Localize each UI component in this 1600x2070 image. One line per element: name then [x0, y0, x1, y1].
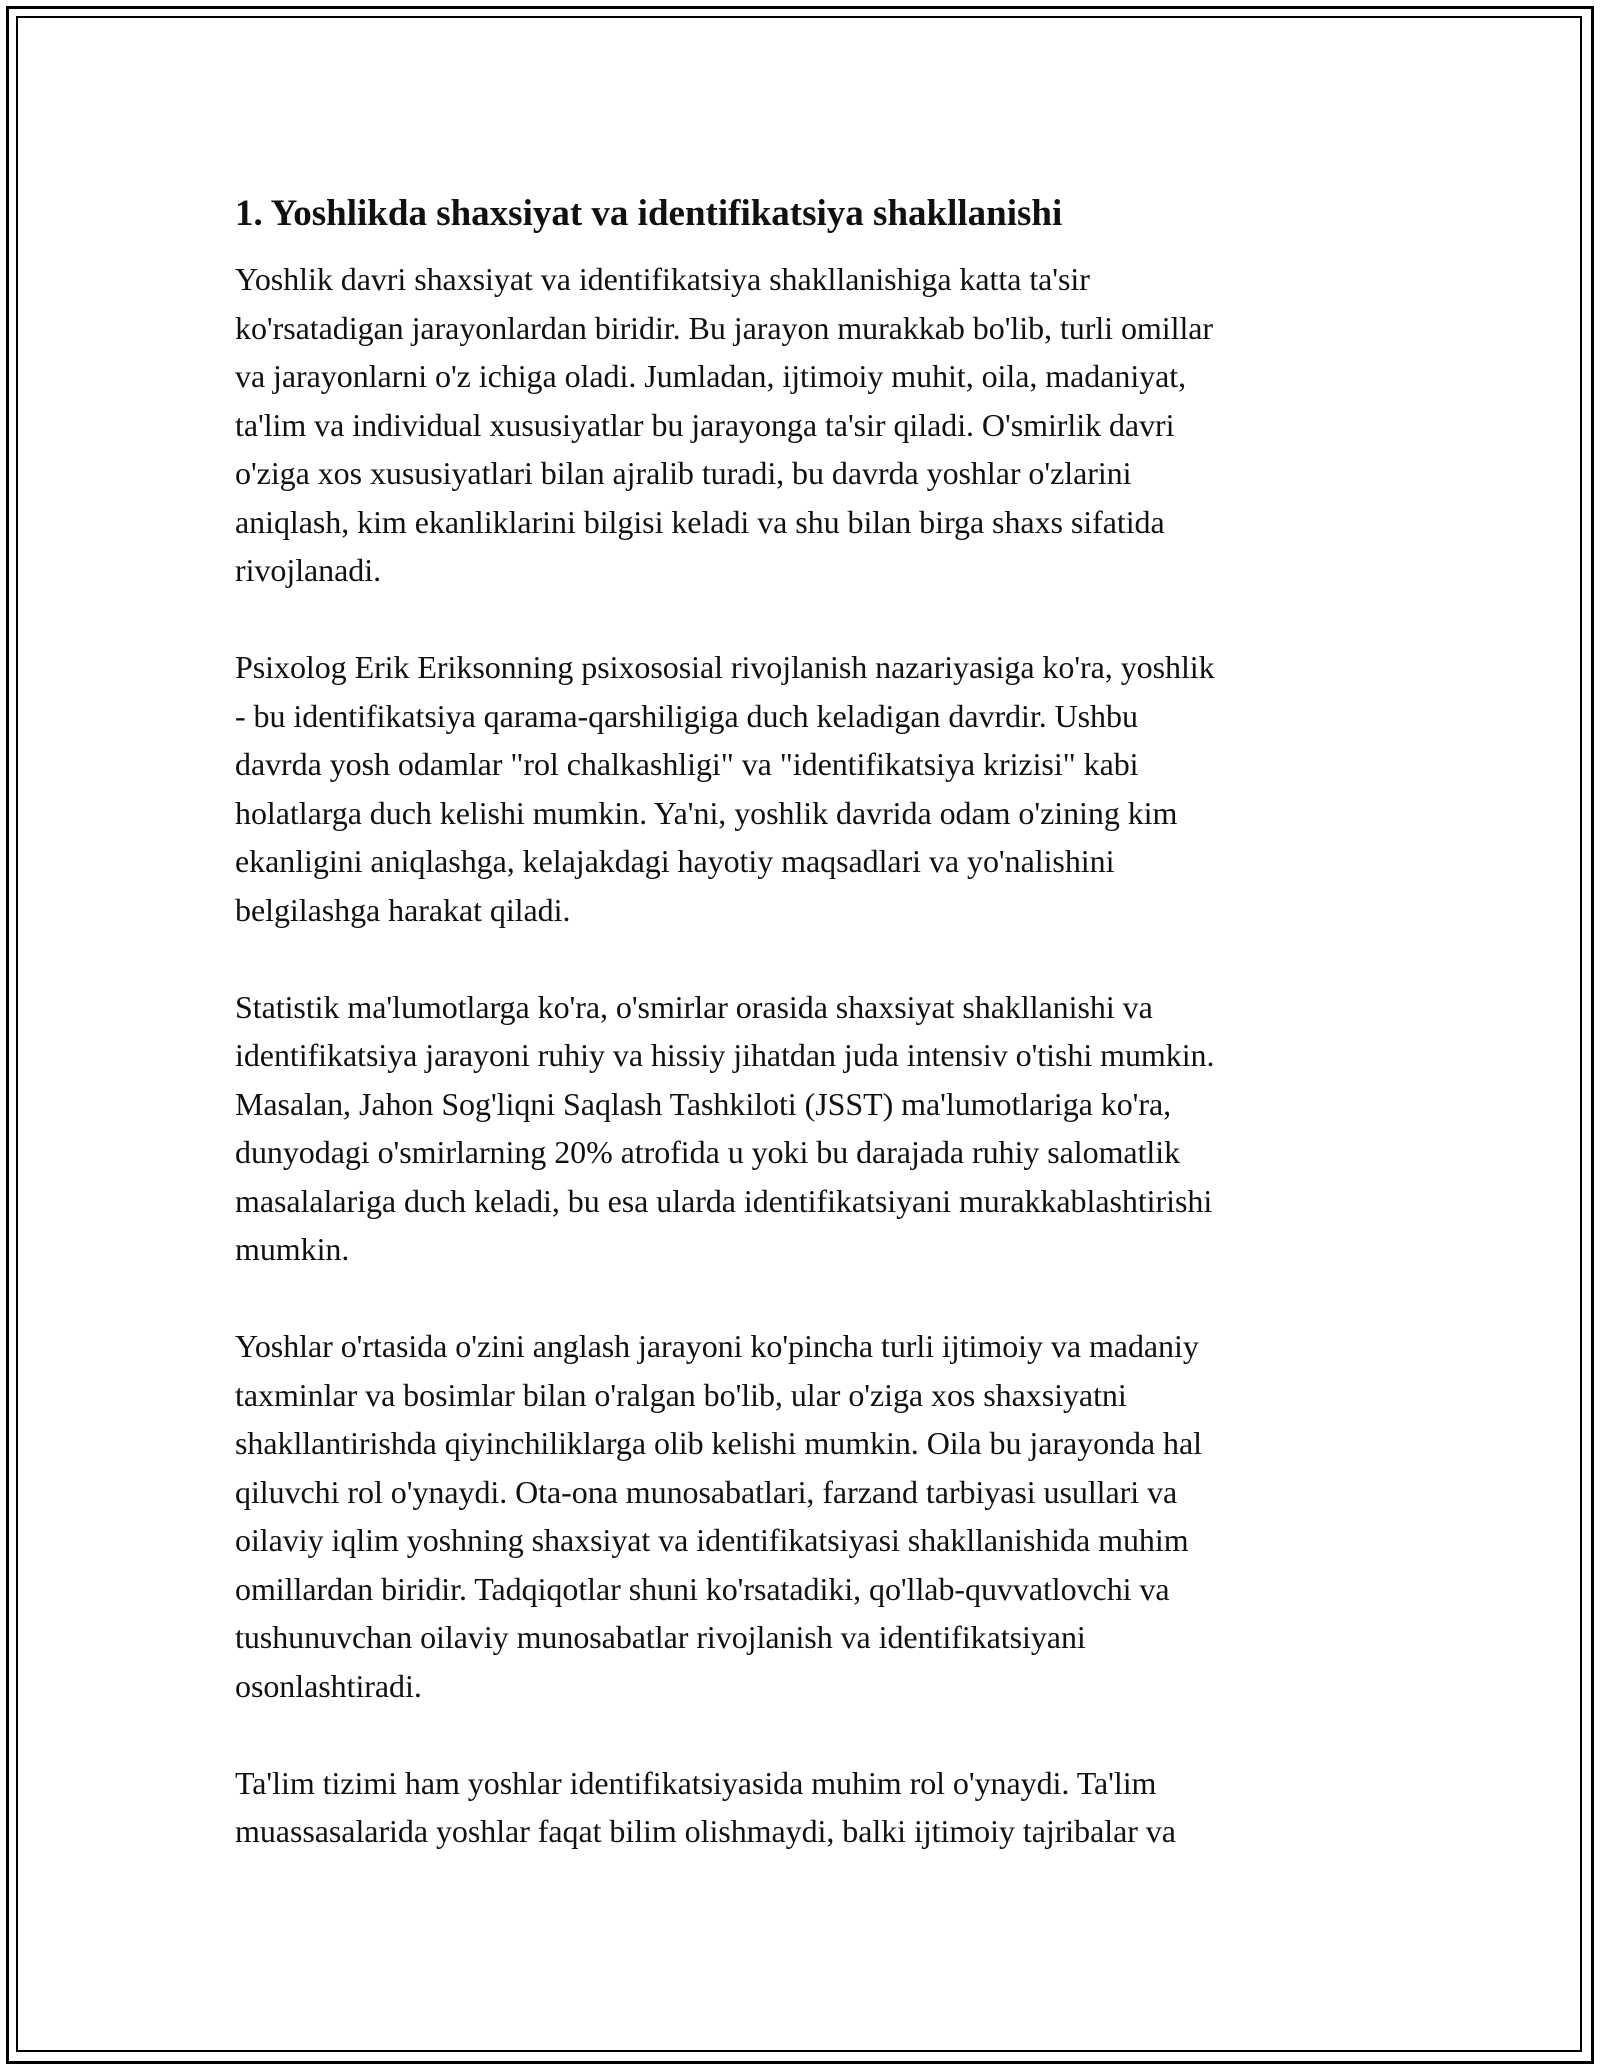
text-line: osonlashtiradi.: [235, 1667, 422, 1704]
text-line: tushunuvchan oilaviy munosabatlar rivojlanish va identifikatsiyani: [235, 1619, 1086, 1655]
text-line: taxminlar va bosimlar bilan o'ralgan bo'lib, ular o'ziga xos shaxsiyatni: [235, 1376, 1127, 1413]
text-line: omillardan biridir. Tadqiqotlar shuni ko'rsatadiki, qo'llab-quvvatlovchi va: [235, 1570, 1170, 1607]
text-line: ekanligini aniqlashga, kelajakdagi hayotiy maqsadlari va yo'nalishini: [235, 843, 1115, 879]
text-line: belgilashga harakat qiladi.: [235, 891, 571, 928]
text-line: muassasalarida yoshlar faqat bilim olishmaydi, balki ijtimoiy tajribalar va: [235, 1813, 1176, 1849]
text-line: oilaviy iqlim yoshning shaxsiyat va identifikatsiyasi shakllanishida muhim: [235, 1522, 1189, 1558]
text-line: shakllantirishda qiyinchiliklarga olib kelishi mumkin. Oila bu jarayonda hal: [235, 1425, 1202, 1461]
text-line: va jarayonlarni o'z ichiga oladi. Jumladan, ijtimoiy muhit, oila, madaniyat,: [235, 358, 1187, 394]
paragraph-1: [235, 255, 1380, 595]
text-line: rivojlanadi.: [235, 552, 382, 588]
text-line: ko'rsatadigan jarayonlardan biridir. Bu jarayon murakkab bo'lib, turli omillar: [235, 309, 1214, 346]
text-line: Ta'lim tizimi ham yoshlar identifikatsiyasida muhim rol o'ynaydi. Ta'lim: [235, 1764, 1157, 1801]
text-line: identifikatsiya jarayoni ruhiy va hissiy jihatdan juda intensiv o'tishi mumkin.: [235, 1037, 1215, 1073]
section-heading: 1. Yoshlikda shaxsiyat va identifikatsiya shakllanishi: [235, 193, 1063, 234]
paragraph-4: [235, 1322, 1380, 1710]
paragraph-2: [235, 643, 1380, 934]
text-line: ta'lim va individual xususiyatlar bu jarayonga ta'sir qiladi. O'smirlik davri: [235, 406, 1175, 443]
text-line: qiluvchi rol o'ynaydi. Ota-ona munosabatlari, farzand tarbiyasi usullari va: [235, 1473, 1178, 1510]
text-line: Masalan, Jahon Sog'liqni Saqlash Tashkiloti (JSST) ma'lumotlariga ko'ra,: [235, 1085, 1172, 1122]
text-line: mumkin.: [235, 1231, 350, 1267]
text-line: - bu identifikatsiya qarama-qarshiligiga duch keladigan davrdir. Ushbu: [235, 697, 1138, 734]
text-line: holatlarga duch kelishi mumkin. Ya'ni, yoshlik davrida odam o'zining kim: [235, 794, 1178, 831]
text-line: dunyodagi o'smirlarning 20% atrofida u yoki bu darajada ruhiy salomatlik: [235, 1134, 1181, 1170]
document-body: [235, 185, 1380, 1904]
text-line: Yoshlik davri shaxsiyat va identifikatsiya shakllanishiga katta ta'sir: [235, 261, 1090, 297]
text-line: aniqlash, kim ekanliklarini bilgisi keladi va shu bilan birga shaxs sifatida: [235, 503, 1165, 540]
paragraph-5: [235, 1759, 1380, 1856]
text-line: davrda yosh odamlar "rol chalkashligi" va "identifikatsiya krizisi" kabi: [235, 746, 1139, 782]
text-line: masalalariga duch keladi, bu esa ularda identifikatsiyani murakkablashtirishi: [235, 1182, 1213, 1219]
text-line: o'ziga xos xususiyatlari bilan ajralib turadi, bu davrda yoshlar o'zlarini: [235, 455, 1132, 491]
text-line: Psixolog Erik Eriksonning psixososial rivojlanish nazariyasiga ko'ra, yoshlik: [235, 649, 1215, 685]
text-line: Yoshlar o'rtasida o'zini anglash jarayoni ko'pincha turli ijtimoiy va madaniy: [235, 1328, 1199, 1364]
text-line: Statistik ma'lumotlarga ko'ra, o'smirlar orasida shaxsiyat shakllanishi va: [235, 988, 1153, 1025]
paragraph-3: [235, 983, 1380, 1274]
